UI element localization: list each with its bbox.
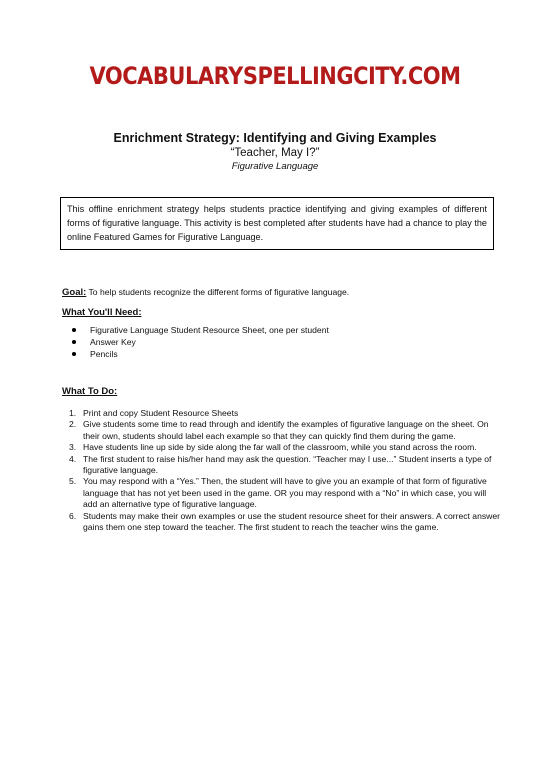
- bullet-icon: [72, 352, 76, 356]
- goal-line: [62, 286, 502, 299]
- bullet-icon: [72, 340, 76, 344]
- step-item: [62, 476, 502, 510]
- topic-label: Figurative Language: [231, 161, 319, 172]
- step-number: 2.: [69, 419, 77, 430]
- activity-name: “Teacher, May I?”: [230, 147, 320, 159]
- site-logo: VOCABULARYSPELLINGCITY.COM: [89, 62, 461, 90]
- step-number: 1.: [69, 408, 77, 418]
- step-item: [62, 454, 502, 477]
- goal-text: To help students recognize the different forms of figurative language.: [86, 287, 350, 297]
- list-item-text: Pencils: [90, 349, 118, 359]
- intro-box: This offline enrichment strategy helps students practice identifying and giving examples of different forms of figurative language. This activity is best completed after students have had a chance to play the online Featured Games for Figurative Language.: [60, 197, 494, 250]
- list-item: [62, 336, 329, 348]
- step-text: Students may make their own examples or use the student resource sheet for their answers. A correct answer gains them one step toward the teacher. The first student to reach the teacher wins the game.: [83, 510, 500, 533]
- step-text: Have students line up side by side along the far wall of the classroom, while you stand across the room.: [83, 442, 477, 453]
- steps-heading: What To Do:: [62, 386, 118, 397]
- step-text: Print and copy Student Resource Sheets: [83, 408, 239, 418]
- step-number: 4.: [69, 453, 77, 464]
- step-text: Give students some time to read through and identify the examples of figurative language on the sheet. On their own, students should label each example so that they can quickly find them during the game.: [83, 419, 489, 441]
- list-item: [62, 348, 329, 360]
- step-item: [62, 442, 502, 453]
- materials-heading: What You'll Need:: [62, 307, 142, 318]
- step-text: The first student to raise his/her hand may ask the question. “Teacher may I use...” Student inserts a type of figurative language.: [83, 453, 492, 476]
- title-block: [0, 131, 550, 173]
- materials-list: [62, 324, 329, 360]
- step-text: You may respond with a “Yes.” Then, the student will have to give you an example of that form of figurative language that has not yet been used in the game. OR you may respond with a “No” in which case, you will add an alternative type of figurative language.: [83, 476, 487, 510]
- step-item: [62, 408, 502, 419]
- list-item-text: Figurative Language Student Resource Sheet, one per student: [90, 325, 329, 335]
- page-title: Enrichment Strategy: Identifying and Giving Examples: [113, 131, 437, 145]
- goal-label: Goal:: [62, 287, 87, 298]
- step-item: [62, 419, 502, 442]
- steps-list: [62, 408, 502, 533]
- step-number: 6.: [69, 510, 77, 521]
- step-number: 3.: [69, 442, 77, 453]
- list-item: [62, 324, 329, 336]
- step-number: 5.: [69, 476, 77, 487]
- step-item: [62, 511, 502, 534]
- list-item-text: Answer Key: [90, 337, 136, 347]
- bullet-icon: [72, 328, 76, 332]
